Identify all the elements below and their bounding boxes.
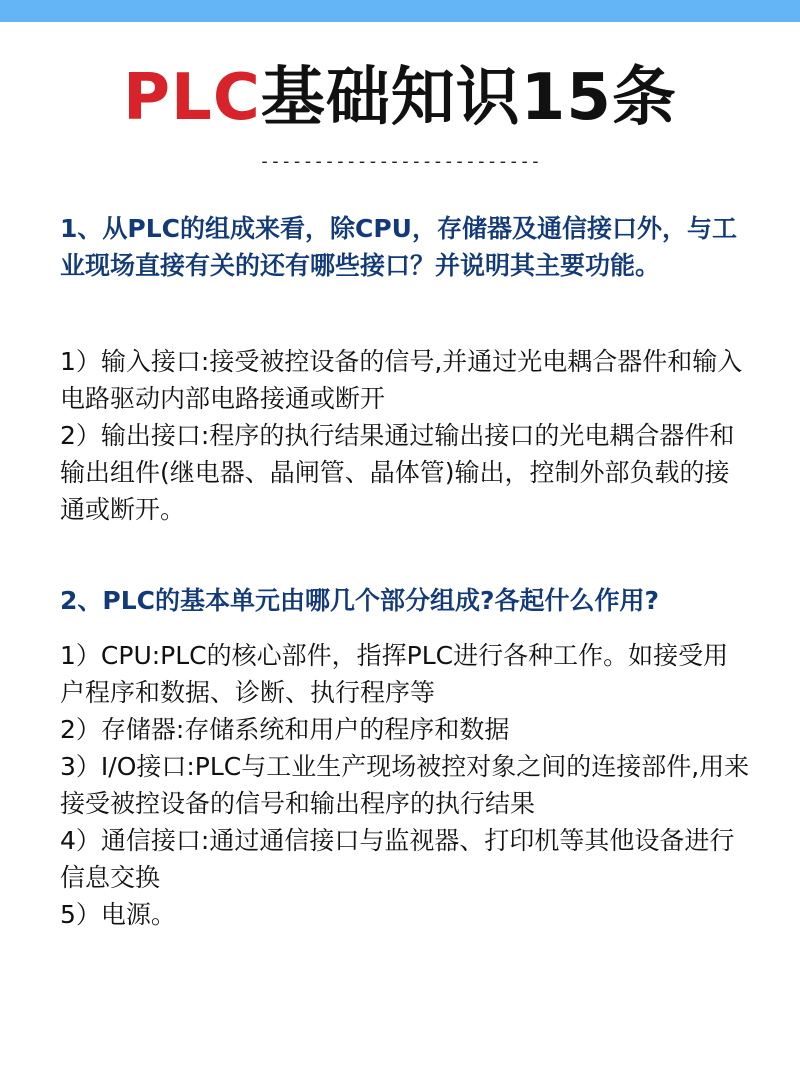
top-accent-bar	[0, 0, 800, 22]
answer-list-2	[60, 637, 750, 933]
page-title	[0, 58, 800, 138]
answer-item: 2）输出接口:程序的执行结果通过输出接口的光电耦合器件和输出组件(继电器、晶闸管、晶体管)输出，控制外部负载的接通或断开。	[60, 421, 735, 524]
answer-item: 5）电源。	[60, 900, 176, 929]
answer-item: 2）存储器:存储系统和用户的程序和数据	[60, 715, 510, 744]
title-rest: 基础知识15条	[260, 61, 677, 135]
question-2: 2、PLC的基本单元由哪几个部分组成?各起什么作用?	[60, 586, 660, 615]
question-1: 1、从PLC的组成来看，除CPU，存储器及通信接口外，与工业现场直接有关的还有哪些接口？并说明其主要功能。	[60, 214, 737, 280]
title-plc: PLC	[123, 61, 261, 135]
title-divider: --------------------------	[259, 151, 541, 172]
answer-list-1	[60, 343, 750, 528]
answer-item: 3）I/O接口:PLC与工业生产现场被控对象之间的连接部件,用来接受被控设备的信号和输出程序的执行结果	[60, 752, 750, 818]
answer-item: 1）输入接口:接受被控设备的信号,并通过光电耦合器件和输入电路驱动内部电路接通或断开	[60, 347, 743, 413]
answer-item: 4）通信接口:通过通信接口与监视器、打印机等其他设备进行信息交换	[60, 826, 735, 892]
answer-item: 1）CPU:PLC的核心部件，指挥PLC进行各种工作。如接受用户程序和数据、诊断、执行程序等	[60, 641, 729, 707]
